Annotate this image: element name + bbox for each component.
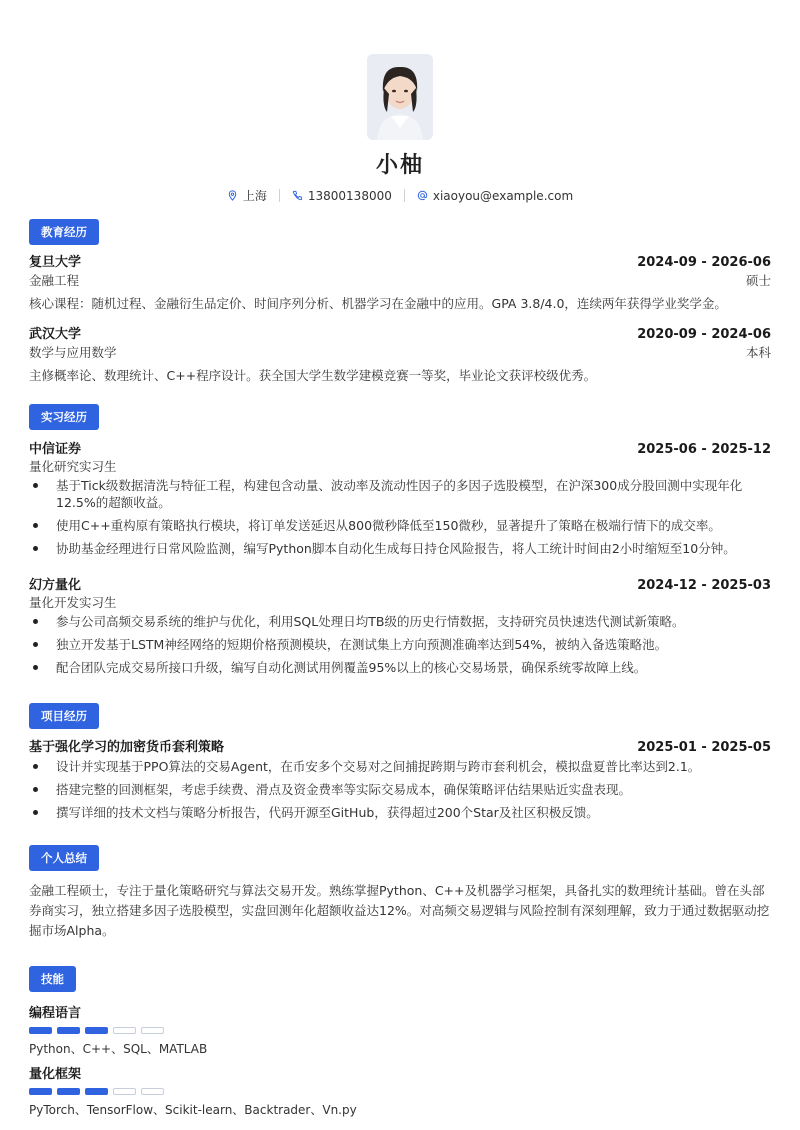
bullet-list [29, 758, 771, 821]
bullet-list [29, 477, 771, 557]
section-badge-skills: 技能 [29, 966, 76, 992]
skill-level-segment [57, 1088, 80, 1095]
skill-level-segment [141, 1088, 164, 1095]
resume-header [0, 0, 800, 204]
job-role: 量化研究实习生 [29, 459, 117, 474]
major: 金融工程 [29, 273, 80, 288]
skill-level-bars [29, 1088, 771, 1095]
education-section [29, 219, 771, 245]
section-badge-summary: 个人总结 [29, 845, 99, 871]
skill-level-segment [85, 1088, 108, 1095]
date-range: 2024-12 - 2025-03 [637, 578, 771, 593]
map-pin-icon [227, 190, 238, 201]
date-range: 2025-06 - 2025-12 [637, 442, 771, 457]
list-item: 协助基金经理进行日常风险监测，编写Python脚本自动化生成每日持仓风险报告，将人工统计时间由2小时缩短至10分钟。 [29, 540, 771, 557]
skill-category: 量化框架 [29, 1067, 82, 1082]
skill-level-segment [57, 1027, 80, 1034]
date-range: 2020-09 - 2024-06 [637, 327, 771, 342]
skill-level-segment [29, 1088, 52, 1095]
internship-section [29, 404, 771, 430]
skill-level-segment [85, 1027, 108, 1034]
company-name: 幻方量化 [29, 578, 82, 593]
education-entry [29, 254, 771, 313]
contact-email [405, 189, 585, 203]
project-section [29, 703, 771, 729]
section-badge-project: 项目经历 [29, 703, 99, 729]
school-name: 武汉大学 [29, 327, 82, 342]
project-title: 基于强化学习的加密货币套利策略 [29, 740, 225, 755]
school-name: 复旦大学 [29, 255, 82, 270]
candidate-name: 小柚 [375, 153, 424, 178]
email-text[interactable]: xiaoyou@example.com [432, 188, 574, 203]
avatar [367, 54, 433, 140]
contact-bar [0, 187, 800, 204]
skill-category: 编程语言 [29, 1006, 82, 1021]
education-entry [29, 326, 771, 385]
location-text: 上海 [242, 189, 267, 203]
date-range: 2024-09 - 2026-06 [637, 255, 771, 270]
section-badge-education: 教育经历 [29, 219, 99, 245]
skill-level-segment [113, 1027, 136, 1034]
list-item: 使用C++重构原有策略执行模块，将订单发送延迟从800微秒降低至150微秒，显著提升了策略在极端行情下的成交率。 [29, 517, 771, 534]
skill-entry [29, 1063, 771, 1118]
avatar-photo [367, 54, 433, 140]
list-item: 独立开发基于LSTM神经网络的短期价格预测模块，在测试集上方向预测准确率达到54%，被纳入备选策略池。 [29, 636, 771, 653]
date-range: 2025-01 - 2025-05 [637, 740, 771, 755]
skill-level-segment [29, 1027, 52, 1034]
degree: 硕士 [745, 273, 771, 288]
project-entry [29, 739, 771, 827]
skill-items: Python、C++、SQL、MATLAB [29, 1042, 208, 1056]
at-sign-icon [417, 190, 428, 201]
list-item: 设计并实现基于PPO算法的交易Agent，在币安多个交易对之间捕捉跨期与跨市套利机会，模拟盘夏普比率达到2.1。 [29, 758, 771, 775]
job-role: 量化开发实习生 [29, 595, 117, 610]
degree: 本科 [745, 345, 771, 360]
skills-section [29, 966, 771, 992]
list-item: 搭建完整的回测框架，考虑手续费、滑点及资金费率等实际交易成本，确保策略评估结果贴近实盘表现。 [29, 781, 771, 798]
skill-level-segment [113, 1088, 136, 1095]
section-badge-internship: 实习经历 [29, 404, 99, 430]
phone-text[interactable]: 13800138000 [307, 188, 392, 203]
internship-entry [29, 441, 771, 563]
bullet-list [29, 613, 771, 676]
list-item: 配合团队完成交易所接口升级，编写自动化测试用例覆盖95%以上的核心交易场景，确保系统零故障上线。 [29, 659, 771, 676]
skill-level-bars [29, 1027, 771, 1034]
summary-block [29, 881, 771, 941]
list-item: 撰写详细的技术文档与策略分析报告，代码开源至GitHub，获得超过200个Star及社区积极反馈。 [29, 804, 771, 821]
list-item: 参与公司高频交易系统的维护与优化，利用SQL处理日均TB级的历史行情数据，支持研究员快速迭代测试新策略。 [29, 613, 771, 630]
education-description: 主修概率论、数理统计、C++程序设计。获全国大学生数学建模竞赛一等奖，毕业论文获评校级优秀。 [29, 368, 597, 383]
contact-location [215, 187, 279, 204]
company-name: 中信证券 [29, 442, 82, 457]
major: 数学与应用数学 [29, 345, 117, 360]
skill-entry [29, 1002, 771, 1057]
summary-section [29, 845, 771, 871]
contact-phone [280, 189, 404, 203]
skill-level-segment [141, 1027, 164, 1034]
skill-items: PyTorch、TensorFlow、Scikit-learn、Backtrader、Vn.py [29, 1103, 357, 1117]
summary-text: 金融工程硕士，专注于量化策略研究与算法交易开发。熟练掌握Python、C++及机器学习框架，具备扎实的数理统计基础。曾在头部券商实习，独立搭建多因子选股模型，实盘回测年化超额收益达12%。对高频交易逻辑与风险控制有深刻理解，致力于通过数据驱动挖掘市场Alpha。 [29, 883, 770, 938]
list-item: 基于Tick级数据清洗与特征工程，构建包含动量、波动率及流动性因子的多因子选股模型，在沪深300成分股回测中实现年化12.5%的超额收益。 [29, 477, 771, 511]
internship-entry [29, 577, 771, 682]
phone-icon [292, 190, 303, 201]
education-description: 核心课程：随机过程、金融衍生品定价、时间序列分析、机器学习在金融中的应用。GPA 3.8/4.0，连续两年获得学业奖学金。 [29, 296, 727, 311]
